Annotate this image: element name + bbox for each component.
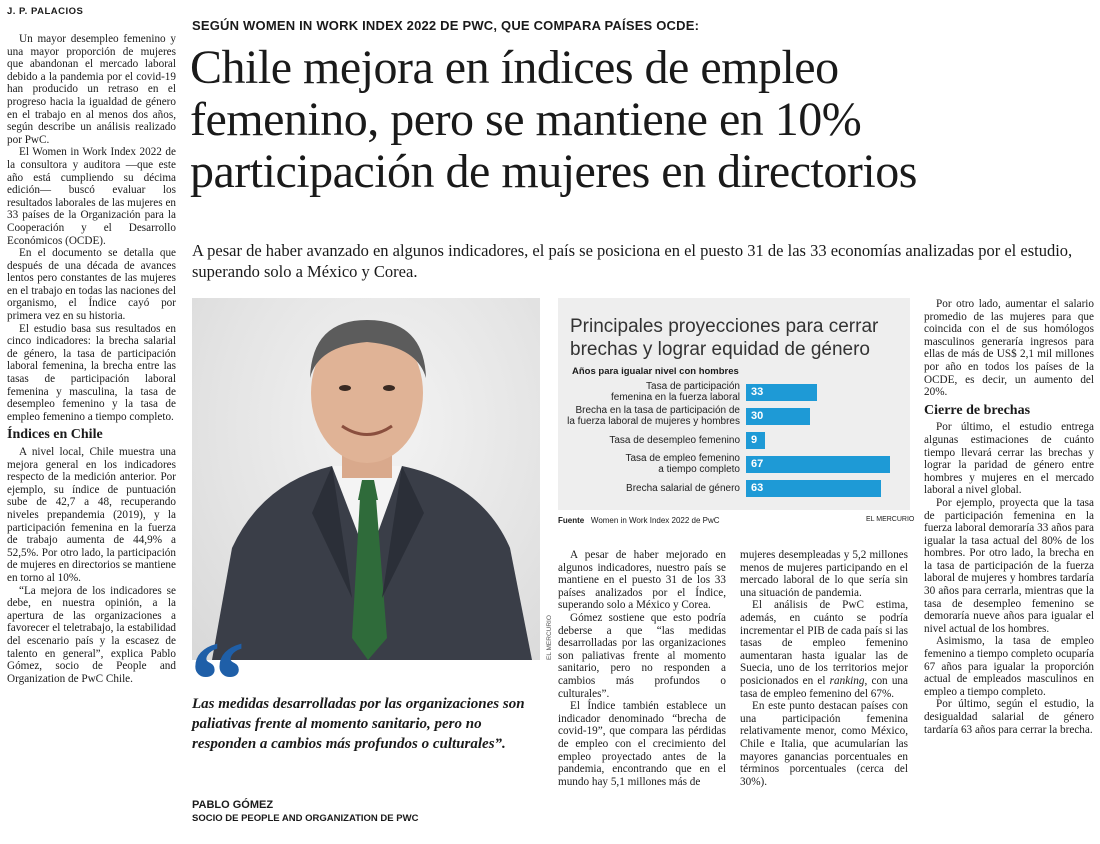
headline-line-3: participación de mujeres en directorios <box>190 145 917 198</box>
pullquote-role: SOCIO DE PEOPLE AND ORGANIZATION DE PWC <box>192 813 419 824</box>
bar-label-4 <box>558 483 740 494</box>
portrait-photo <box>192 298 540 660</box>
chart-subtitle: Años para igualar nivel con hombres <box>572 366 739 377</box>
bar-4: 63 <box>746 480 881 497</box>
col1-paragraph-1: Un mayor desempleo femenino y una mayor proporción de mujeres que abandonan el mercado laboral debido a la pandemia por el covid-19 han producido un retraso en el progreso hacia la igualdad de género en el trabajo en al menos dos años, según describe un análisis realizado por PwC. <box>7 33 176 146</box>
col4-paragraph-2 <box>740 599 908 700</box>
bar-label-line: femenina en la fuerza laboral <box>611 392 740 403</box>
col4-paragraph-2-a: El análisis de PwC estima, además, en cuánto se podría incrementar el PIB de cada país si las tasas de empleo femenino aumentaran hasta igualar las de Suecia, uno de los territorios mejor posicionados en el <box>740 599 908 687</box>
col4-paragraph-3: En este punto destacan países con una participación femenina relativamente menor, como México, Chile e Italia, que acumularían las mayores ganancias porcentuales en términos porcentuales (cerca del 30%). <box>740 700 908 788</box>
bar-label-line: Tasa de desempleo femenino <box>609 434 740 446</box>
chart-source <box>558 516 720 525</box>
col3-paragraph-1: A pesar de haber mejorado en algunos indicadores, nuestro país se mantiene en el puesto 31 de los 33 países analizados por el Índice, superando solo a México y Corea. <box>558 549 726 612</box>
column-3 <box>558 549 726 788</box>
pullquote-name: PABLO GÓMEZ <box>192 799 274 811</box>
chart-bars <box>558 381 910 502</box>
bar-label-3 <box>558 453 740 475</box>
chart-source-text: Women in Work Index 2022 de PwC <box>590 516 720 525</box>
chart-source-label: Fuente <box>558 516 585 525</box>
quote-mark-icon: “ <box>190 619 245 741</box>
bar-label-1 <box>558 405 740 427</box>
photo-credit: EL MERCURIO <box>546 615 553 660</box>
column-1 <box>7 33 176 685</box>
bar-label-line: a tiempo completo <box>658 464 740 475</box>
col5-paragraph-1: Por otro lado, aumentar el salario promedio de las mujeres para que coincida con el de sus homólogos masculinos generaría ingresos para ellas de más de US$ 2,1 mil millones por año en todos los países de la OCDE, es decir, un aumento del 20%. <box>924 298 1094 399</box>
col3-paragraph-3: El Índice también establece un indicador denominado “brecha de covid-19”, que compara las pérdidas de empleo con el crecimiento del empleo proyectado antes de la pandemia, encontrando que en el mundo hay 5,1 millones más de <box>558 700 726 788</box>
col1-paragraph-6: “La mejora de los indicadores se debe, en nuestra opinión, a la apertura de las organizaciones a favorecer el teletrabajo, la estabilidad del escenario país y la escasez de talento en general”, explica Pablo Gómez, socio de People and Organization de PwC Chile. <box>7 584 176 685</box>
headline <box>190 42 1090 198</box>
pullquote-text: Las medidas desarrolladas por las organizaciones son paliativas frente al momento sanitario, pero no responden a cambios más profundos o culturales”. <box>192 696 525 752</box>
bar-label-2 <box>558 435 740 446</box>
bar-label-line: la fuerza laboral de mujeres y hombres <box>567 416 740 427</box>
col5-paragraph-2: Por último, el estudio entrega algunas estimaciones de cuánto tiempo llevará cerrar las brechas y lograr la paridad de género entre hombres y mujeres en el mercado laboral a nivel global. <box>924 421 1094 497</box>
col3-paragraph-2: Gómez sostiene que esto podría deberse a que “las medidas desarrolladas por las organizaciones son paliativas frente al momento sanitario, pero no responden a cambios más profundos o culturales”. <box>558 611 726 700</box>
kicker: SEGÚN WOMEN IN WORK INDEX 2022 DE PWC, QUE COMPARA PAÍSES OCDE: <box>192 18 700 33</box>
projection-chart <box>558 298 910 510</box>
bar-0: 33 <box>746 384 817 401</box>
col5-paragraph-4: Asimismo, la tasa de empleo femenino a tiempo completo ocuparía 67 años para igualar la proporción actual de empleados masculinos en empleo a tiempo completo. <box>924 635 1094 698</box>
bar-2: 9 <box>746 432 765 449</box>
portrait-illustration <box>192 298 540 660</box>
bar-label-line: Brecha salarial de género <box>626 482 740 494</box>
headline-line-1: Chile mejora en índices de empleo <box>190 41 839 94</box>
bar-label-line: Tasa de participación <box>646 381 740 392</box>
col1-subhead: Índices en Chile <box>7 427 103 443</box>
chart-credit: EL MERCURIO <box>866 516 915 523</box>
col1-paragraph-2: El Women in Work Index 2022 de la consultora y auditora —que este año está cumpliendo su décima edición— buscó evaluar los resultados laborales de las mujeres en 33 países de la Organización para la Cooperación y el Desarrollo Económicos (OCDE). <box>7 146 176 247</box>
column-4 <box>740 549 908 788</box>
bar-label-line: Brecha en la tasa de participación de <box>575 405 740 416</box>
chart-title-line-1: Principales proyecciones para cerrar <box>570 316 879 337</box>
col5-paragraph-5: Por último, según el estudio, la desigualdad salarial de género tardaría 63 años para cerrar la brecha. <box>924 698 1094 736</box>
col1-paragraph-5: A nivel local, Chile muestra una mejora general en los indicadores respecto de la medición anterior. Por ejemplo, su índice de puntuación sube de 42,7 a 48, recuperando niveles prepandemia (2019), y la participación femenina en la fuerza de trabajo aumenta de 44,9% a 52,5%. Por otro lado, la participación de mujeres en directorios se mantiene en torno al 10%. <box>7 446 176 584</box>
col4-paragraph-2-b: , con una tasa de empleo femenino del 67%. <box>740 674 908 700</box>
col4-ranking-word: ranking <box>829 674 865 687</box>
bar-3: 67 <box>746 456 890 473</box>
bar-label-0 <box>558 381 740 403</box>
dek: A pesar de haber avanzado en algunos indicadores, el país se posiciona en el puesto 31 de las 33 economías analizadas por el estudio, superando solo a México y Corea. <box>192 241 1073 281</box>
col4-paragraph-1: mujeres desempleadas y 5,2 millones menos de mujeres participando en el mercado laboral de lo que sería sin una situación de pandemia. <box>740 549 908 599</box>
col1-paragraph-3: En el documento se detalla que después de una década de avances lentos pero constantes de las mujeres en el trabajo en todas las naciones del organismo, el Índice cayó por primera vez en su historia. <box>7 247 176 323</box>
col5-subhead: Cierre de brechas <box>924 402 1031 418</box>
bar-label-line: Tasa de empleo femenino <box>625 453 740 464</box>
headline-line-2: femenino, pero se mantiene en 10% <box>190 93 862 146</box>
column-5 <box>924 298 1094 736</box>
chart-title-line-2: brechas y lograr equidad de género <box>570 339 870 360</box>
col1-paragraph-4: El estudio basa sus resultados en cinco indicadores: la brecha salarial de género, la tasa de participación laboral femenina, la brecha entre las tasas de participación laboral femenina y masculina, la tasa de desempleo femenino y la tasa de empleo femenino a tiempo completo. <box>7 322 176 423</box>
bar-1: 30 <box>746 408 810 425</box>
col5-paragraph-3: Por ejemplo, proyecta que la tasa de participación femenina en la fuerza laboral demoraría 33 años para igualar la tasa actual del 80% de los hombres. Por otro lado, la brecha en la tasa de participación de la fuerza laboral de mujeres y hombres tardaría 30 años para cerrarla, mientras que la tasa de desempleo femenino se demoraría nueve años para igualar el nivel actual de los hombres. <box>924 496 1094 635</box>
byline: J. P. PALACIOS <box>7 6 84 17</box>
